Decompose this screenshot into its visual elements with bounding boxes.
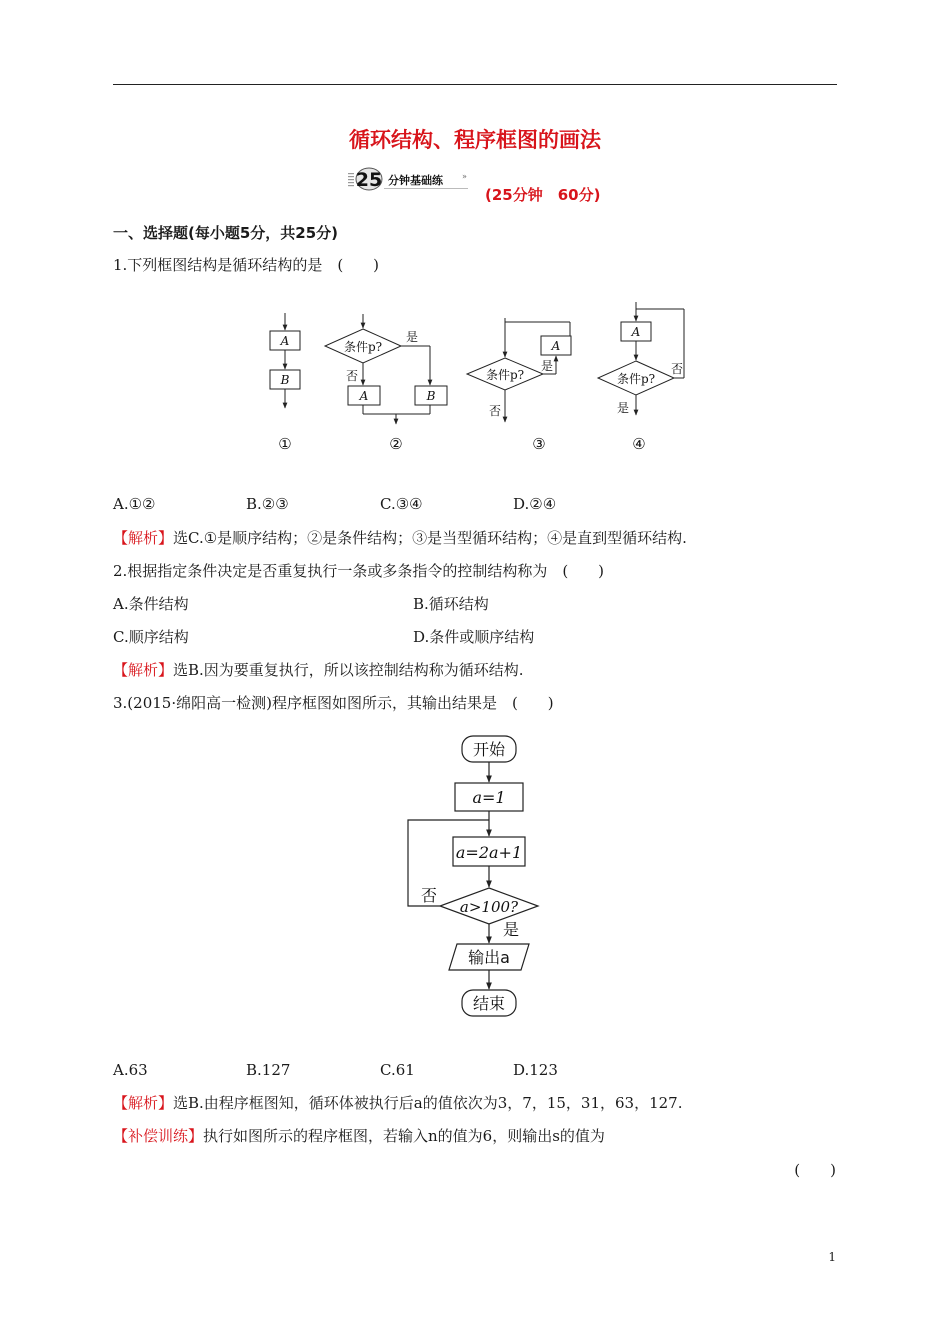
q2-option-b: B.循环结构: [413, 595, 489, 613]
question-2-stem: 2.根据指定条件决定是否重复执行一条或多条指令的控制结构称为 ( ): [113, 562, 605, 580]
time-info: (25分钟 60分): [485, 186, 601, 204]
question-1-stem: 1.下列框图结构是循环结构的是 ( ): [113, 256, 380, 274]
fig4-yes: 是: [616, 401, 630, 415]
analysis-tag: 【解析】: [113, 1094, 174, 1112]
q3-option-c: C.61: [380, 1061, 415, 1079]
question-3-stem: 3.(2015·绵阳高一检测)程序框图如图所示，其输出结果是 ( ): [113, 694, 554, 712]
q3-option-a: A.63: [113, 1061, 148, 1079]
analysis-text: 选C.①是顺序结构；②是条件结构；③是当型循环结构；④是直到型循环结构.: [173, 529, 687, 547]
q1-option-d: D.②④: [513, 495, 557, 513]
fig4-no: 否: [670, 362, 684, 376]
q2-option-d: D.条件或顺序结构: [413, 628, 535, 646]
q3-option-b: B.127: [246, 1061, 291, 1079]
fig2-yes: 是: [405, 330, 419, 344]
flow-end: 结束: [472, 994, 506, 1013]
fig1-box-a: A: [280, 334, 290, 348]
fig-label-2: ②: [389, 435, 403, 453]
question-1-figure: [260, 298, 700, 458]
flow-start: 开始: [472, 740, 506, 759]
exercise-badge: [348, 167, 476, 191]
fig-label-3: ③: [532, 435, 546, 453]
flow-yes: 是: [502, 920, 520, 939]
flow-condition: a>100?: [459, 898, 519, 916]
fig4-condition: 条件p?: [616, 372, 656, 386]
analysis-tag: 【解析】: [113, 529, 174, 547]
fig2-condition: 条件p?: [343, 340, 383, 354]
question-3-flowchart: [395, 732, 555, 1022]
fig3-yes: 是: [540, 359, 554, 373]
flow-output: 输出a: [468, 948, 510, 967]
fig2-box-b: B: [426, 389, 436, 403]
flow-init: a=1: [472, 788, 506, 807]
fig3-condition: 条件p?: [485, 368, 525, 382]
fig-label-4: ④: [632, 435, 646, 453]
analysis-tag: 【解析】: [113, 661, 174, 679]
flow-update: a=2a+1: [455, 843, 523, 862]
analysis-text: 选B.由程序框图知，循环体被执行后a的值依次为3，7，15，31，63，127.: [173, 1094, 683, 1112]
q1-analysis: [113, 528, 687, 548]
q1-option-b: B.②③: [246, 495, 289, 513]
fig4-box-a: A: [631, 325, 641, 339]
fig3-box-a: A: [551, 339, 561, 353]
fig2-no: 否: [345, 369, 359, 383]
badge-text: 分钟基础练: [388, 174, 443, 187]
extra-exercise: [113, 1126, 605, 1146]
q2-option-c: C.顺序结构: [113, 628, 189, 646]
header-rule: [113, 84, 837, 85]
fig3-no: 否: [488, 404, 502, 418]
flow-no: 否: [420, 886, 438, 905]
extra-answer-paren: ( ): [794, 1161, 836, 1179]
fig1-box-b: B: [280, 373, 290, 387]
section-heading: 一、选择题(每小题5分，共25分): [113, 224, 339, 242]
page-title: 循环结构、程序框图的画法: [349, 128, 601, 152]
q2-analysis: [113, 660, 524, 680]
fig-label-1: ①: [278, 435, 292, 453]
q3-option-d: D.123: [513, 1061, 558, 1079]
q1-option-a: A.①②: [113, 495, 156, 513]
analysis-text: 选B.因为要重复执行，所以该控制结构称为循环结构.: [173, 661, 524, 679]
q1-option-c: C.③④: [380, 495, 423, 513]
page-number: 1: [828, 1250, 836, 1264]
q2-option-a: A.条件结构: [113, 595, 189, 613]
badge-stripes-left: [348, 173, 354, 186]
badge-number: 25: [355, 169, 383, 191]
extra-tag: 【补偿训练】: [113, 1127, 204, 1145]
extra-text: 执行如图所示的程序框图，若输入n的值为6，则输出s的值为: [203, 1127, 605, 1145]
q3-analysis: [113, 1093, 683, 1113]
chevron-right-icon: »: [462, 172, 467, 181]
fig2-box-a: A: [359, 389, 369, 403]
